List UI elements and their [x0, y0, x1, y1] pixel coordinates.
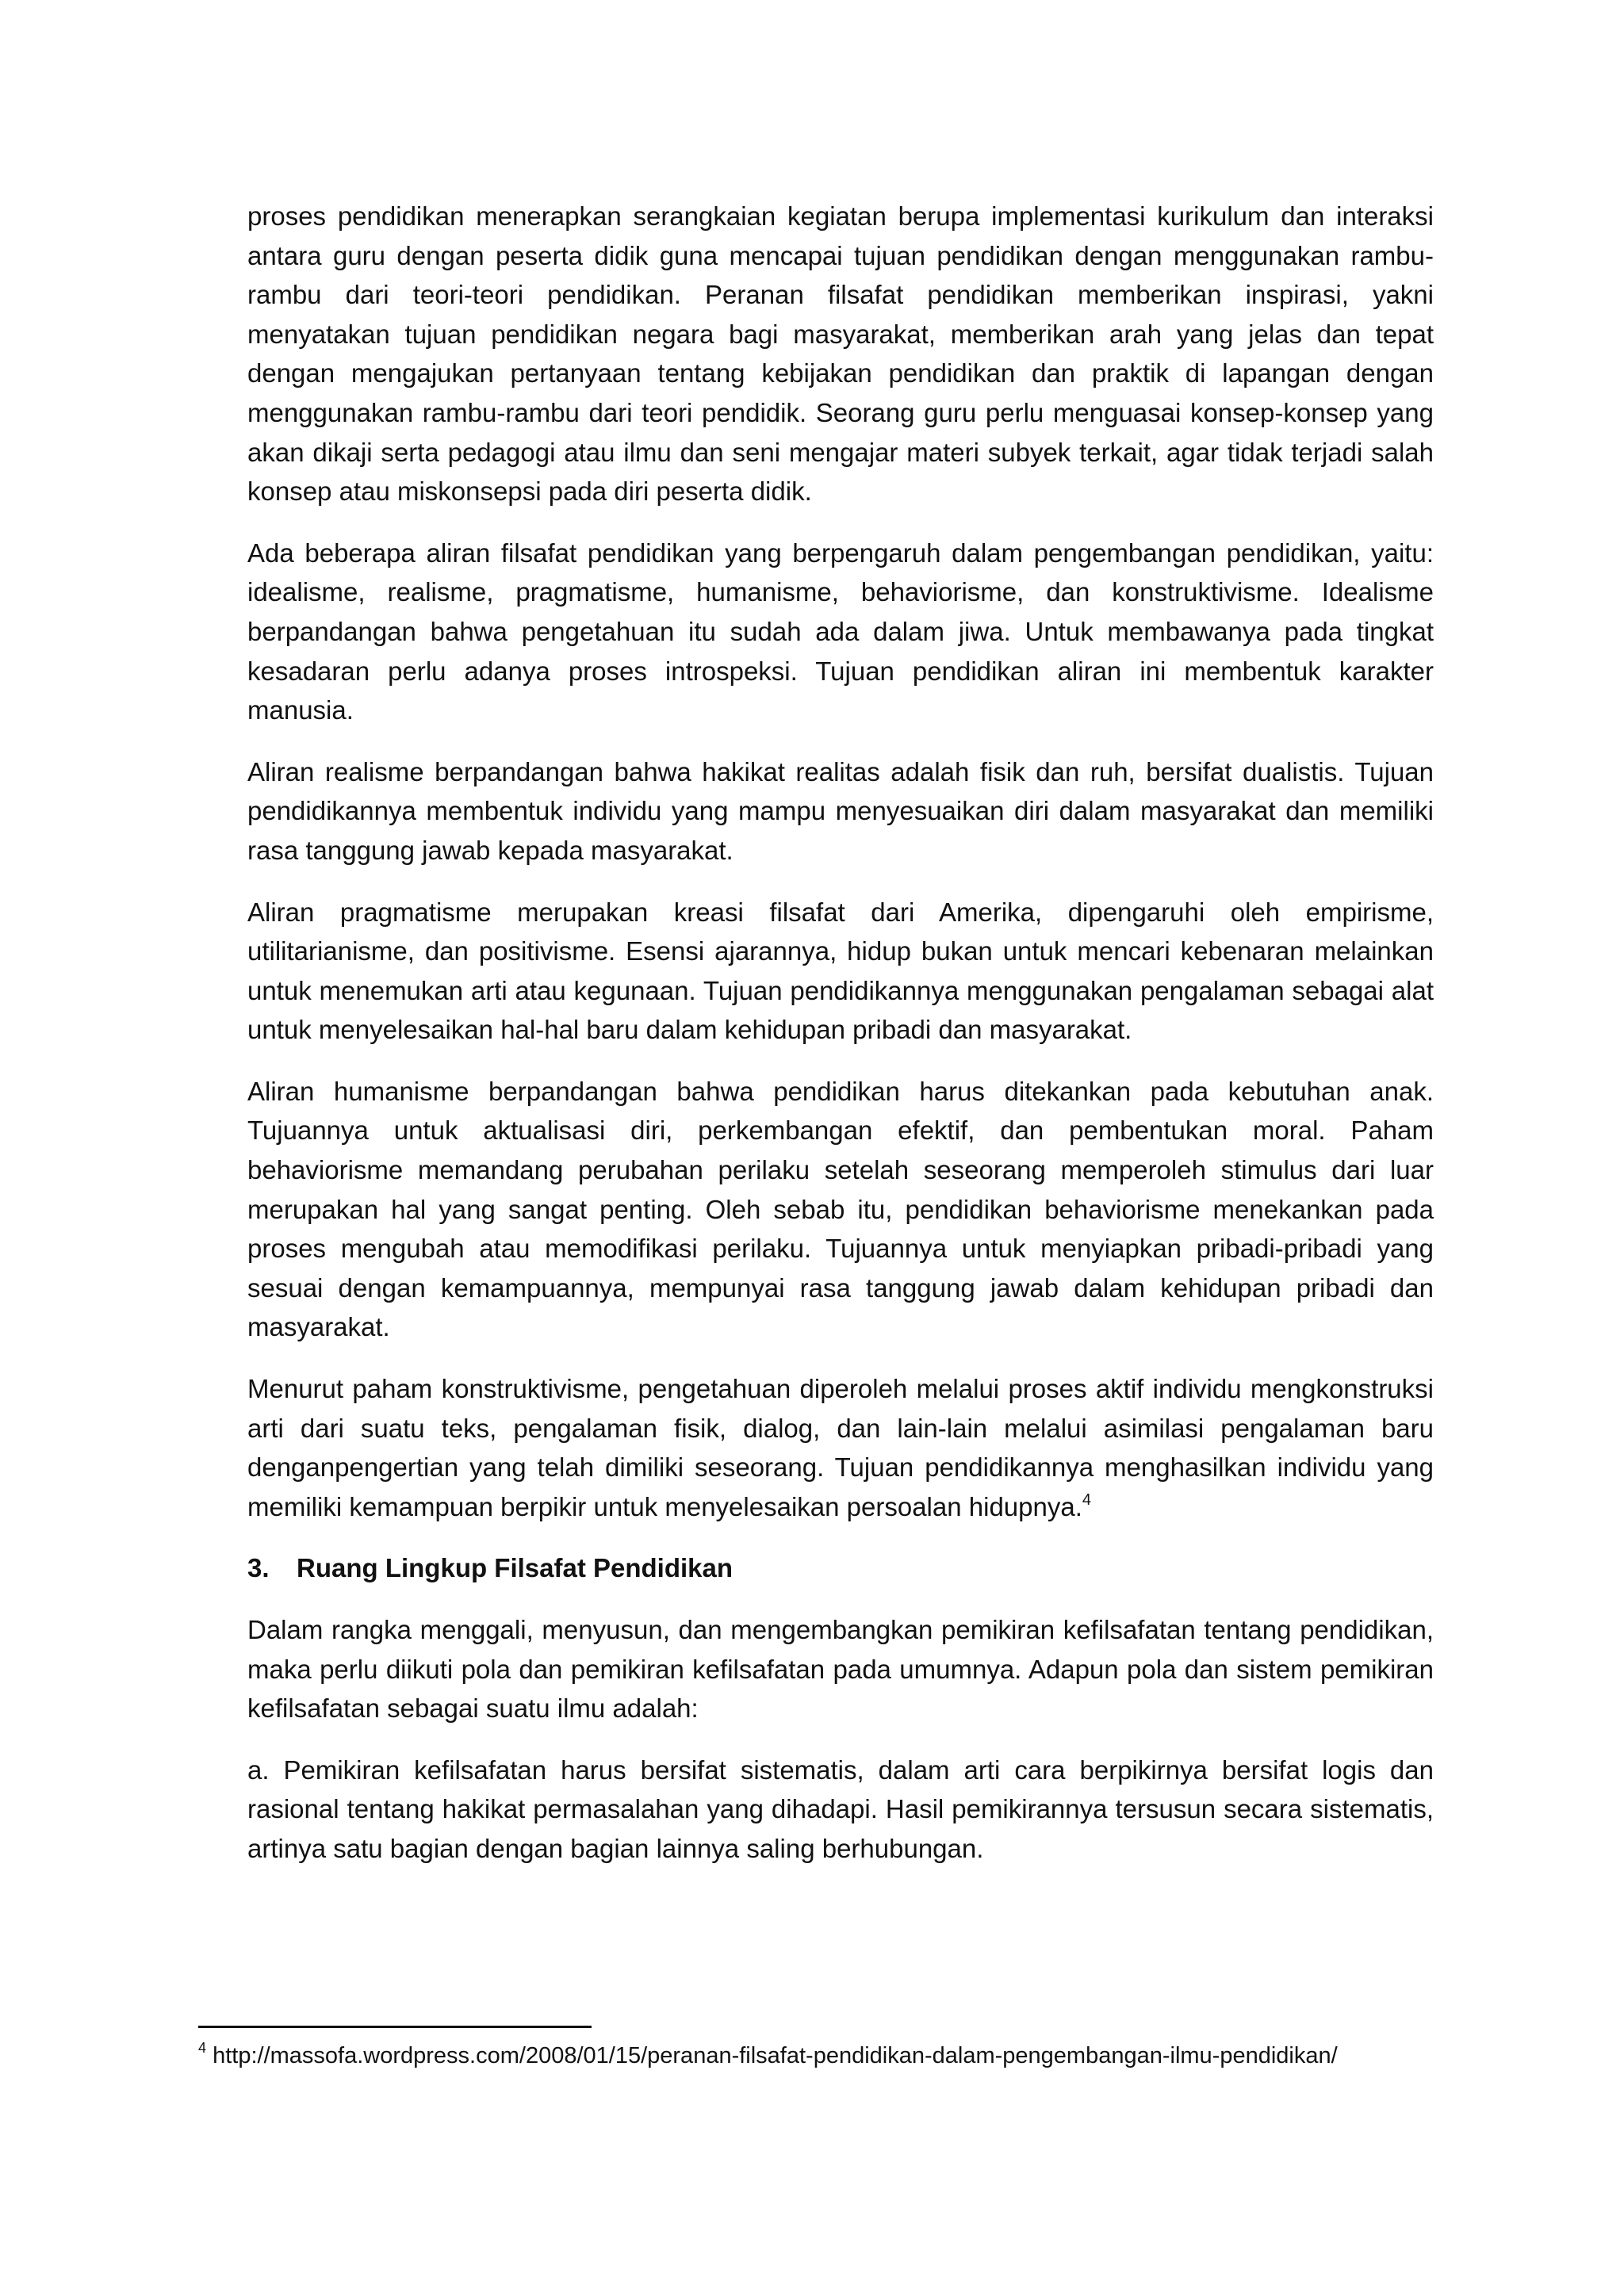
- footnote: [198, 2039, 1404, 2073]
- section-title: Ruang Lingkup Filsafat Pendidikan: [297, 1553, 733, 1583]
- section-paragraph-2: a. Pemikiran kefilsafatan harus bersifat sistematis, dalam arti cara berpikirnya bersifat logis dan rasional tentang hakikat permasalahan yang dihadapi. Hasil pemikirannya tersusun secara sistematis, artinya satu bagian dengan bagian lainnya saling berhubungan.: [247, 1755, 1434, 1863]
- paragraph-1: proses pendidikan menerapkan serangkaian kegiatan berupa implementasi kurikulum dan interaksi antara guru dengan peserta didik guna mencapai tujuan pendidikan dengan menggunakan rambu-rambu dari teori-teori pendidikan. Peranan filsafat pendidikan memberikan inspirasi, yakni menyatakan tujuan pendidikan negara bagi masyarakat, memberikan arah yang jelas dan tepat dengan mengajukan pertanyaan tentang kebijakan pendidikan dan praktik di lapangan dengan menggunakan rambu-rambu dari teori pendidik. Seorang guru perlu menguasai konsep-konsep yang akan dikaji serta pedagogi atau ilmu dan seni mengajar materi subyek terkait, agar tidak terjadi salah konsep atau miskonsepsi pada diri peserta didik.: [247, 201, 1434, 507]
- paragraph-2: Ada beberapa aliran filsafat pendidikan yang berpengaruh dalam pengembangan pendidikan, yaitu: idealisme, realisme, pragmatisme, humanisme, behaviorisme, dan konstruktivisme. Idealisme berpandangan bahwa pengetahuan itu sudah ada dalam jiwa. Untuk membawanya pada tingkat kesadaran perlu adanya proses introspeksi. Tujuan pendidikan aliran ini membentuk karakter manusia.: [247, 538, 1434, 725]
- footnote-divider: [198, 2026, 592, 2028]
- footnote-link[interactable]: http://massofa.wordpress.com/2008/01/15/peranan-filsafat-pendidikan-dalam-pengembangan-ilmu-pendidikan/: [213, 2043, 1338, 2068]
- section-paragraph-1: Dalam rangka menggali, menyusun, dan mengembangkan pemikiran kefilsafatan tentang pendidikan, maka perlu diikuti pola dan pemikiran kefilsafatan pada umumnya. Adapun pola dan sistem pemikiran kefilsafatan sebagai suatu ilmu adalah:: [247, 1615, 1434, 1724]
- body-text: [247, 197, 1434, 1891]
- paragraph-6-text: Menurut paham konstruktivisme, pengetahuan diperoleh melalui proses aktif individu mengkonstruksi arti dari suatu teks, pengalaman fisik, dialog, dan lain-lain melalui asimilasi pengalaman baru denganpengertian yang telah dimiliki seseorang. Tujuan pendidikannya menghasilkan individu yang memiliki kemampuan berpikir untuk menyelesaikan persoalan hidupnya.: [247, 1374, 1434, 1521]
- footnote-reference[interactable]: 4: [1082, 1490, 1091, 1509]
- footnote-marker: 4: [198, 2040, 207, 2057]
- paragraph-5: Aliran humanisme berpandangan bahwa pendidikan harus ditekankan pada kebutuhan anak. Tujuannya untuk aktualisasi diri, perkembangan efektif, dan pembentukan moral. Paham behaviorisme memandang perubahan perilaku setelah seseorang memperoleh stimulus dari luar merupakan hal yang sangat penting. Oleh sebab itu, pendidikan behaviorisme menekankan pada proses mengubah atau memodifikasi perilaku. Tujuannya untuk menyiapkan pribadi-pribadi yang sesuai dengan kemampuannya, mempunyai rasa tanggung jawab dalam kehidupan pribadi dan masyarakat.: [247, 1076, 1434, 1342]
- paragraph-6: [247, 1369, 1434, 1526]
- paragraph-4: Aliran pragmatisme merupakan kreasi filsafat dari Amerika, dipengaruhi oleh empirisme, utilitarianisme, dan positivisme. Esensi ajarannya, hidup bukan untuk mencari kebenaran melainkan untuk menemukan arti atau kegunaan. Tujuan pendidikannya menggunakan pengalaman sebagai alat untuk menyelesaikan hal-hal baru dalam kehidupan pribadi dan masyarakat.: [247, 897, 1434, 1045]
- section-number: 3.: [247, 1553, 270, 1583]
- section-heading: [247, 1548, 1434, 1588]
- paragraph-3: Aliran realisme berpandangan bahwa hakikat realitas adalah fisik dan ruh, bersifat dualistis. Tujuan pendidikannya membentuk individu yang mampu menyesuaikan diri dalam masyarakat dan memiliki rasa tanggung jawab kepada masyarakat.: [247, 756, 1434, 865]
